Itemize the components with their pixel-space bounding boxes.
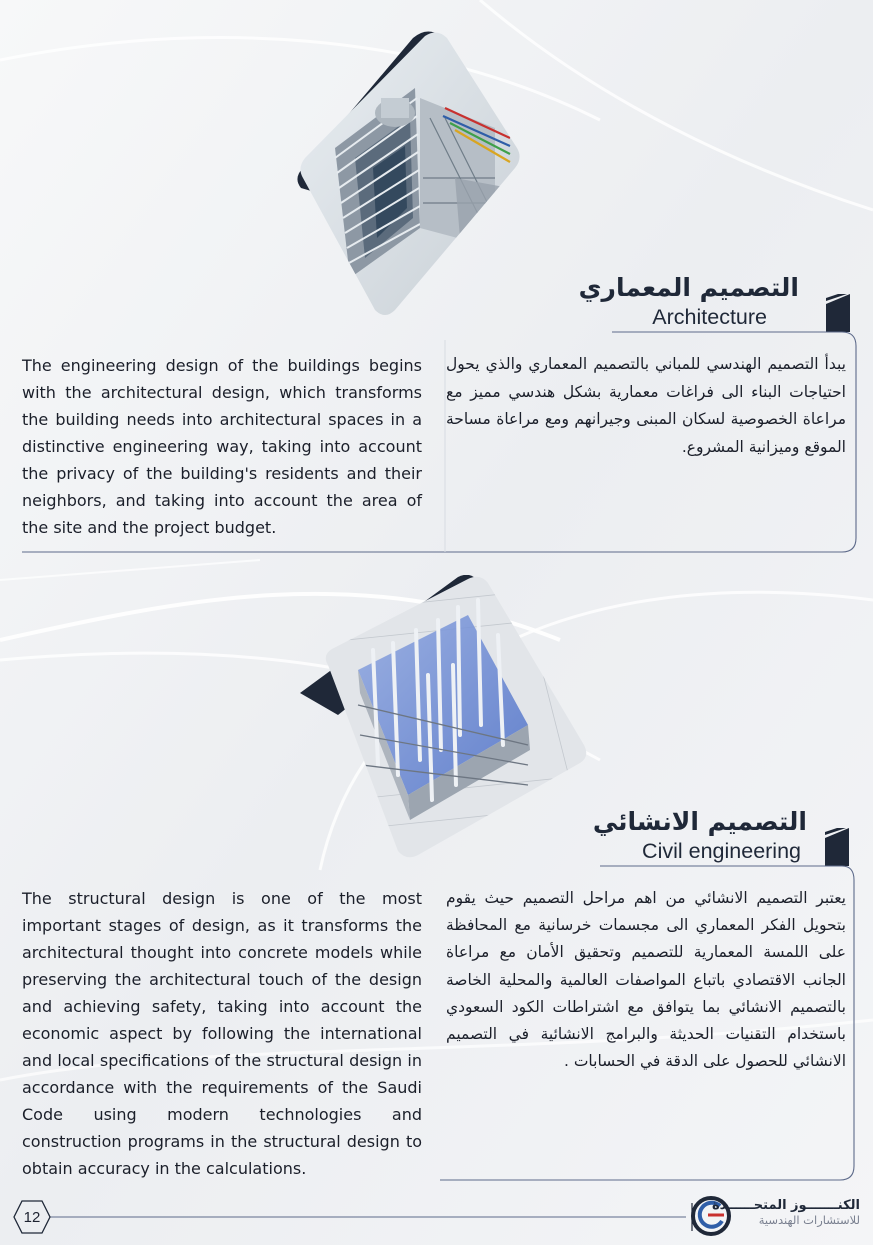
civil-text-en: The structural design is one of the most important stages of design, as it transforms the architectural thought into concrete models while preserving the architectural touch of the design and achieving safety, taking into account the economic aspect by following the international and local specifications of the structural design in accordance with the requirements of the Saudi Code using modern technologies and construction programs in the structural design to obtain accuracy in the calculations. bbox=[22, 889, 422, 1178]
civil-title-ar: التصميم الانشائي bbox=[592, 807, 807, 836]
architecture-title-en: Architecture bbox=[652, 305, 767, 329]
architecture-text-en: The engineering design of the buildings begins with the architectural design, which transforms the building needs into architectural spaces in a distinctive engineering way, taking into account the privacy of the building's residents and their neighbors, and taking into account the area of the site and the project budget. bbox=[22, 356, 422, 537]
page-number: 12 bbox=[23, 1208, 41, 1226]
civil-title-en: Civil engineering bbox=[642, 839, 801, 863]
title-flag-icon bbox=[825, 828, 849, 866]
company-name-line2: للاستشارات الهندسية bbox=[758, 1213, 860, 1227]
architecture-title-ar: التصميم المعماري bbox=[578, 273, 799, 302]
civil-title bbox=[593, 806, 807, 864]
architecture-title bbox=[579, 272, 799, 330]
architecture-image bbox=[295, 28, 520, 318]
civil-text-ar: يعتبر التصميم الانشائي من اهم مراحل التصميم حيث يقوم بتحويل الفكر المعماري الى مجسمات خرسانية مع المحافظة على اللمسة المعمارية للتصميم وتحقيق الأمان مع مراعاة الجانب الاقتصادي باتباع المواصفات العالمية والمحلية الخاصة بالتصميم الانشائي بما يتوافق مع اشتراطات الكود السعودي باستخدام التقنيات الحديثة والبرامج الانشائية في التصميم الانشائي للحصول على الدقة في الحسابات . bbox=[446, 889, 846, 1071]
architecture-text-ar: يبدأ التصميم الهندسي للمباني بالتصميم المعماري والذي يحول احتياجات البناء الى فراغات معمارية بشكل هندسي مميز مع مراعاة الخصوصية لسكان المبنى وجيرانهم ومع مراعاة مساحة الموقع وميزانية المشروع. bbox=[446, 355, 846, 456]
civil-engineering-image bbox=[298, 575, 590, 860]
company-name bbox=[712, 1198, 860, 1227]
title-flag-icon bbox=[826, 294, 850, 332]
company-name-line1: الكنـــــــوز المتحــــــدة bbox=[711, 1198, 860, 1213]
